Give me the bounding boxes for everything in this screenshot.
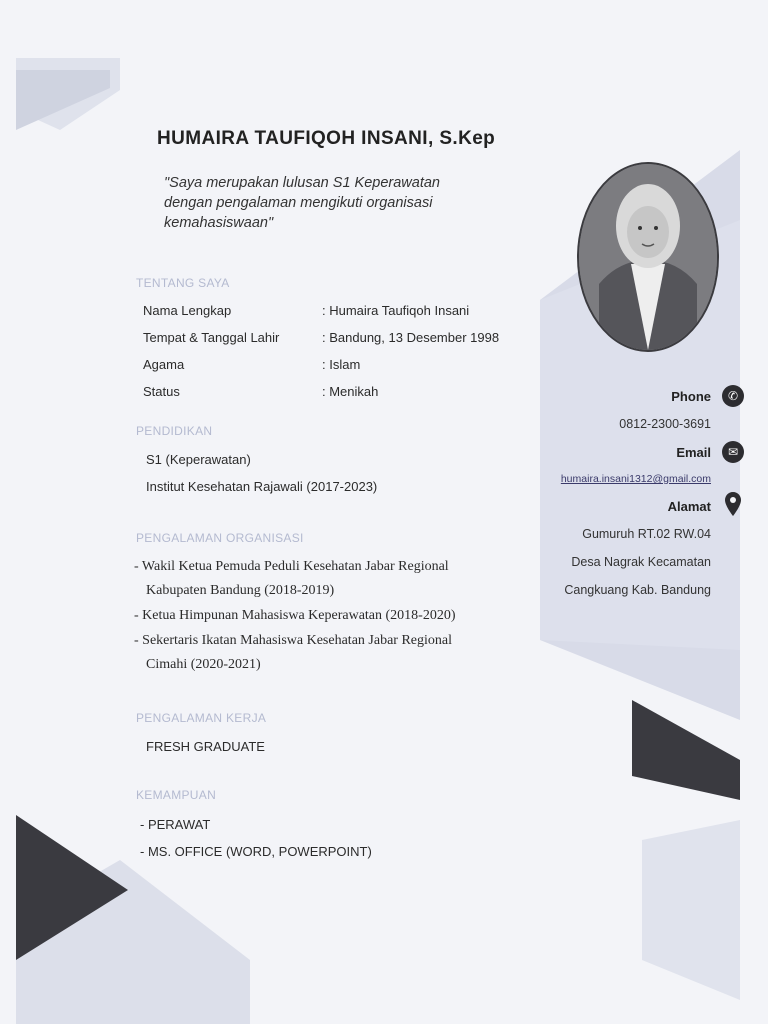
- section-heading-work: PENGALAMAN KERJA: [136, 711, 267, 725]
- skill-item: - PERAWAT: [140, 817, 211, 832]
- organization-item: - Wakil Ketua Pemuda Peduli Kesehatan Jabar Regional: [134, 559, 449, 574]
- about-value: : Bandung, 13 Desember 1998: [322, 330, 500, 345]
- phone-number[interactable]: 0812-2300-3691: [619, 417, 711, 431]
- candidate-name: HUMAIRA TAUFIQOH INSANI, S.Kep: [157, 128, 496, 149]
- quote-line-2: dengan pengalaman mengikuti organisasi: [164, 195, 433, 211]
- organization-item: - Ketua Himpunan Mahasiswa Keperawatan (2018-2020): [134, 608, 456, 623]
- quote-line-3: kemahasiswaan": [164, 215, 274, 231]
- organization-item-continuation: Cimahi (2020-2021): [146, 657, 261, 672]
- about-label: Status: [143, 384, 180, 399]
- phone-label: Phone: [671, 389, 711, 404]
- email-label: Email: [676, 445, 711, 460]
- section-heading-education: PENDIDIKAN: [136, 424, 213, 438]
- about-value: : Islam: [322, 357, 361, 372]
- organization-item-continuation: Kabupaten Bandung (2018-2019): [146, 583, 335, 598]
- right-dark-triangle: [632, 700, 740, 800]
- about-label: Tempat & Tanggal Lahir: [143, 330, 280, 345]
- address-label: Alamat: [667, 499, 711, 514]
- education-item: Institut Kesehatan Rajawali (2017-2023): [146, 479, 378, 494]
- about-value: : Menikah: [322, 384, 379, 399]
- section-heading-organization: PENGALAMAN ORGANISASI: [136, 531, 304, 545]
- email-address[interactable]: humaira.insani1312@gmail.com: [560, 473, 711, 485]
- address-line: Desa Nagrak Kecamatan: [571, 555, 711, 569]
- address-line: Gumuruh RT.02 RW.04: [582, 527, 711, 541]
- email-icon: ✉: [722, 441, 744, 463]
- address-line: Cangkuang Kab. Bandung: [564, 583, 711, 597]
- location-pin-icon: [724, 491, 742, 522]
- organization-item: - Sekertaris Ikatan Mahasiswa Kesehatan Jabar Regional: [134, 633, 452, 648]
- profile-photo: [577, 162, 719, 352]
- right-bottom-shape: [642, 820, 740, 1000]
- personal-quote: [164, 173, 504, 233]
- education-item: S1 (Keperawatan): [146, 452, 251, 467]
- section-heading-skills: KEMAMPUAN: [136, 788, 217, 802]
- skill-item: - MS. OFFICE (WORD, POWERPOINT): [140, 844, 372, 859]
- about-label: Nama Lengkap: [143, 303, 232, 318]
- phone-icon: ✆: [722, 385, 744, 407]
- about-value: : Humaira Taufiqoh Insani: [322, 303, 470, 318]
- section-heading-about: TENTANG SAYA: [136, 276, 230, 290]
- quote-line-1: "Saya merupakan lulusan S1 Keperawatan: [164, 175, 440, 191]
- profile-photo-illustration: [579, 164, 717, 350]
- about-label: Agama: [143, 357, 185, 372]
- work-item: FRESH GRADUATE: [146, 739, 265, 754]
